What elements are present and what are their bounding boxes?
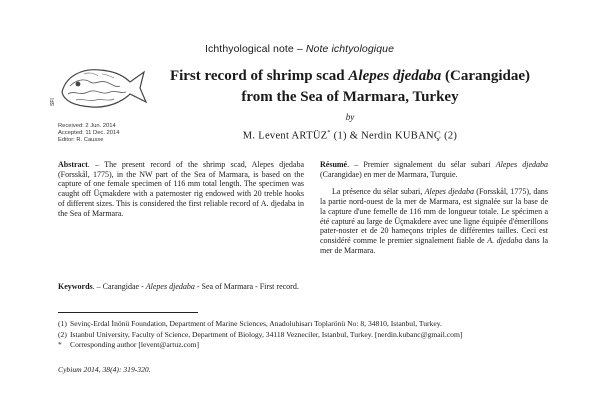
title-text: First record of shrimp scad bbox=[169, 68, 349, 84]
resume-p2-species: Alepes djedaba bbox=[424, 187, 474, 197]
corresponding-mark: * bbox=[327, 130, 331, 136]
accepted-date: Accepted: 11 Dec. 2014 bbox=[58, 130, 120, 136]
article-type-header bbox=[205, 43, 394, 55]
footnote-divider bbox=[58, 312, 198, 313]
footnote-3 bbox=[58, 340, 558, 351]
resume-label: Résumé bbox=[320, 160, 348, 169]
title-family: (Carangidae) bbox=[441, 68, 531, 84]
resume-p2-end: dans la mer de Marmara. bbox=[320, 235, 548, 255]
resume-p1-text: . – Premier signalement du sélar subari bbox=[347, 160, 496, 169]
paper-title bbox=[150, 66, 550, 108]
fish-map-logo-icon bbox=[58, 62, 150, 114]
resume-p1-species: Alepes djedaba bbox=[495, 160, 548, 169]
footnote-mark: (2) bbox=[58, 329, 67, 339]
article-type-fr: Note ichtyologique bbox=[305, 43, 395, 55]
author-list bbox=[150, 130, 550, 142]
resume-p2-text: La présence du sélar subari, bbox=[332, 187, 425, 197]
footnote-mark: (1) bbox=[58, 319, 67, 328]
article-type-en: Ichthyological note – bbox=[205, 43, 306, 55]
footnote-text: Sevinç-Erdal İnönü Foundation, Department of Marine Sciences, Anadoluhisarı Toplarönü No: 8, 34810, Istanbul, Turkey. bbox=[70, 319, 442, 328]
abstract-label: Abstract bbox=[58, 160, 88, 169]
submission-dates bbox=[58, 123, 119, 144]
keywords-label: Keywords bbox=[58, 282, 93, 291]
journal-citation: Cybium 2014, 38(4): 319-320. bbox=[58, 365, 151, 374]
footnotes bbox=[58, 319, 558, 351]
editor-name: Editor: R. Causse bbox=[58, 137, 104, 143]
keywords-text: . – Carangidae - bbox=[92, 282, 146, 291]
resume-p2-species-short: A. djedaba bbox=[487, 235, 523, 245]
footnote-text: Istanbul University, Faculty of Science, Department of Biology, 34118 Vezneciler, Istanbul, Turkey. [nerdin.kubanc@gmail.com] bbox=[70, 329, 463, 339]
title-line-1 bbox=[150, 66, 550, 87]
footnote-1 bbox=[58, 319, 558, 330]
author-1: M. Levent ARTÜZ bbox=[242, 130, 328, 142]
title-line-2: from the Sea of Marmara, Turkey bbox=[241, 89, 459, 105]
footnote-text: Corresponding author [levent@artuz.com] bbox=[70, 340, 200, 349]
title-species: Alepes djedaba bbox=[348, 68, 442, 84]
resume-paragraph-2 bbox=[320, 187, 548, 255]
society-logo bbox=[58, 62, 150, 114]
keywords bbox=[58, 282, 548, 291]
received-date: Received: 2 Jun. 2014 bbox=[58, 123, 116, 129]
resume-p1-end: (Carangidae) en mer de Marmara, Turquie. bbox=[320, 169, 458, 179]
abstract-fr bbox=[320, 160, 548, 255]
resume-paragraph-1 bbox=[320, 160, 548, 179]
keywords-rest: - Sea of Marmara - First record. bbox=[194, 282, 299, 291]
footnote-mark: * bbox=[58, 340, 62, 349]
resume-p2-body: (Forsskål, 1775), dans la partie nord-ouest de la mer de Marmara, est signalée sur la base de la capture d'une femelle de 116 mm de longueur totale. Le spécimen a été capturé au large de Üçmakdere avec une ligne équipée d'émerillons pater-noster et de 20 hameçons triples de différentes tailles. Ceci est considéré comme le premier signalement fiable de bbox=[320, 187, 548, 245]
author-2: Nerdin KUBANÇ (2) bbox=[361, 130, 458, 142]
logo-side-label: SFI bbox=[50, 98, 56, 106]
byline: by bbox=[345, 112, 355, 122]
abstract-text: . – The present record of the shrimp scad, Alepes djedaba (Forsskål, 1775), in the NW part of the Sea of Marmara, is based on the capture of one female specimen of 116 mm total length. The specimen was caught off Üçmakdere with a paternoster rig endowed with 20 treble hooks of different sizes. This is considered the first reliable record of A. djedaba in the Sea of Marmara. bbox=[58, 160, 304, 218]
author-1-affiliation: (1) & bbox=[330, 130, 362, 142]
footnote-2 bbox=[58, 330, 558, 341]
abstract-en bbox=[58, 160, 304, 218]
keywords-species: Alepes djedaba bbox=[145, 282, 195, 291]
